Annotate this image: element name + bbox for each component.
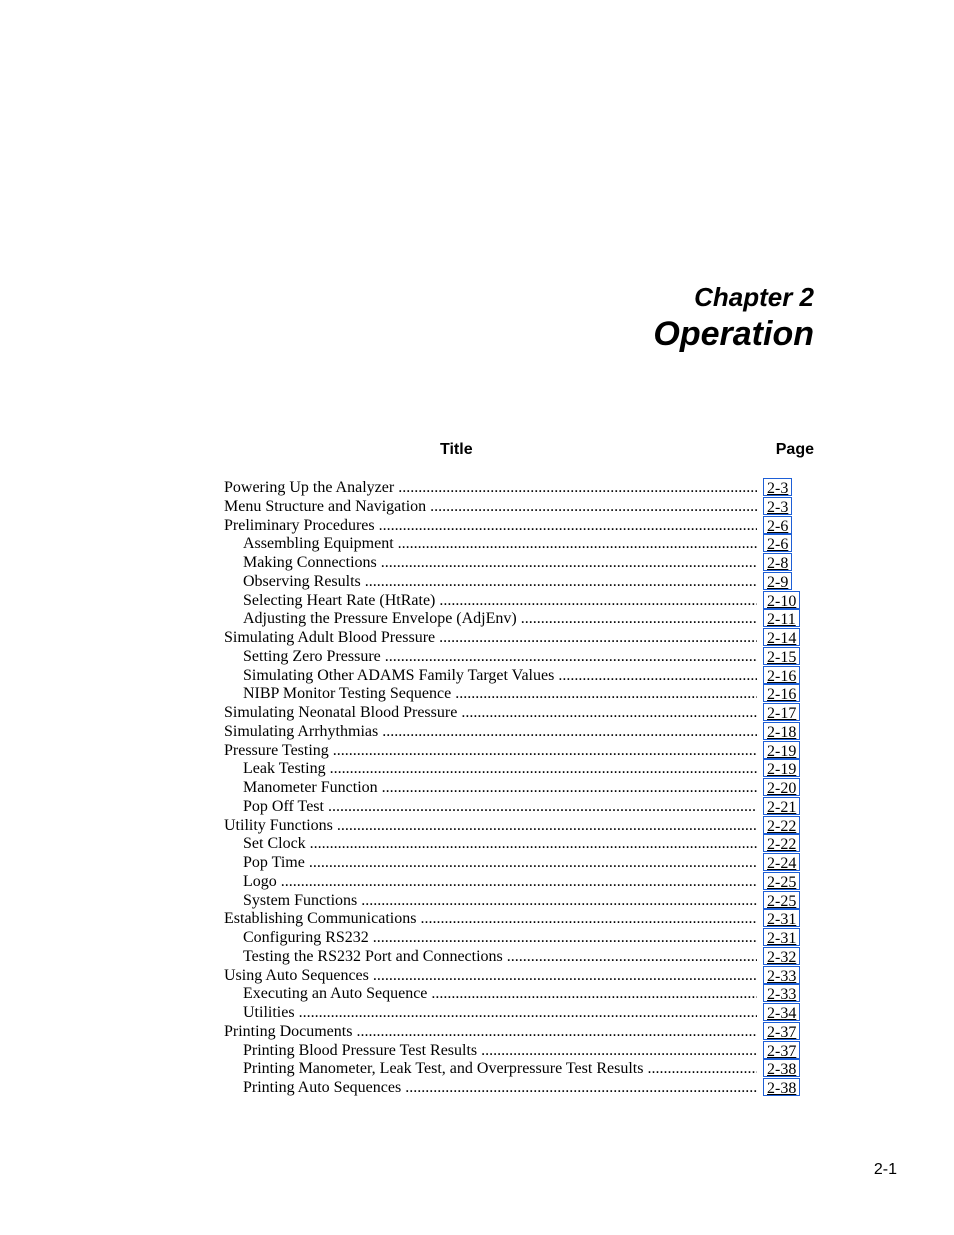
toc-entry[interactable] bbox=[224, 891, 814, 910]
toc-entry[interactable] bbox=[224, 759, 814, 778]
toc-entry-page-link[interactable]: 2-33 bbox=[763, 984, 800, 1002]
toc-title-column-header: Title bbox=[440, 441, 473, 458]
toc-entry-page-link[interactable]: 2-22 bbox=[763, 834, 800, 852]
toc-entry-page-link[interactable]: 2-15 bbox=[763, 647, 800, 665]
toc-entry-page-link[interactable]: 2-19 bbox=[763, 741, 800, 759]
toc-entry-title: System Functions ..... bbox=[243, 891, 757, 909]
toc-entry-title: Printing Blood Pressure Test Results ..... bbox=[243, 1041, 757, 1059]
toc-entry-title: Executing an Auto Sequence ..... bbox=[243, 984, 757, 1002]
toc-entry[interactable] bbox=[224, 1022, 814, 1041]
toc-entry-page-link[interactable]: 2-33 bbox=[763, 966, 800, 984]
toc-entry-page-link[interactable]: 2-14 bbox=[763, 628, 800, 646]
toc-entry[interactable] bbox=[224, 722, 814, 741]
toc-entry-title: Adjusting the Pressure Envelope (AdjEnv) ..... bbox=[243, 609, 757, 627]
toc-entry[interactable] bbox=[224, 1041, 814, 1060]
toc-entry-page-link[interactable]: 2-9 bbox=[763, 572, 792, 590]
toc-entry-title: Assembling Equipment ..... bbox=[243, 534, 757, 552]
toc-entry[interactable] bbox=[224, 628, 814, 647]
toc-entry[interactable] bbox=[224, 984, 814, 1003]
toc-entry-title: Establishing Communications ..... bbox=[224, 909, 757, 927]
toc-entry-page-link[interactable]: 2-20 bbox=[763, 778, 800, 796]
toc-entry[interactable] bbox=[224, 872, 814, 891]
toc-entry-page-link[interactable]: 2-31 bbox=[763, 909, 800, 927]
toc-entry-title: Manometer Function ..... bbox=[243, 778, 757, 796]
toc-entry[interactable] bbox=[224, 928, 814, 947]
toc-entry[interactable] bbox=[224, 816, 814, 835]
toc-entry-title: Printing Documents ..... bbox=[224, 1022, 757, 1040]
toc-entry[interactable] bbox=[224, 703, 814, 722]
page-number: 2-1 bbox=[873, 1161, 897, 1178]
toc-entry[interactable] bbox=[224, 909, 814, 928]
toc-entry-title: Preliminary Procedures ..... bbox=[224, 516, 757, 534]
toc-entry[interactable] bbox=[224, 778, 814, 797]
toc-entry-title: Simulating Adult Blood Pressure ..... bbox=[224, 628, 757, 646]
toc-entry[interactable] bbox=[224, 797, 814, 816]
toc-entry-page-link[interactable]: 2-3 bbox=[763, 478, 792, 496]
toc-entry[interactable] bbox=[224, 553, 814, 572]
toc-entry-title: Configuring RS232 ..... bbox=[243, 928, 757, 946]
toc-entry-title: Simulating Neonatal Blood Pressure ..... bbox=[224, 703, 757, 721]
toc-entry-page-link[interactable]: 2-6 bbox=[763, 534, 792, 552]
toc-entry-page-link[interactable]: 2-3 bbox=[763, 497, 792, 515]
toc-entry-title: Simulating Arrhythmias ..... bbox=[224, 722, 757, 740]
toc-entry-title: NIBP Monitor Testing Sequence ..... bbox=[243, 684, 757, 702]
toc-entry[interactable] bbox=[224, 1059, 814, 1078]
toc-entry-title: Printing Manometer, Leak Test, and Overpressure Test Results ..... bbox=[243, 1059, 757, 1077]
toc-entry-title: Simulating Other ADAMS Family Target Values ..... bbox=[243, 666, 757, 684]
toc-entry[interactable] bbox=[224, 534, 814, 553]
toc-entry-title: Testing the RS232 Port and Connections ..... bbox=[243, 947, 757, 965]
toc-entry-title: Leak Testing ..... bbox=[243, 759, 757, 777]
toc-entry-title: Setting Zero Pressure ..... bbox=[243, 647, 757, 665]
toc-entry-page-link[interactable]: 2-18 bbox=[763, 722, 800, 740]
toc-entry[interactable] bbox=[224, 1003, 814, 1022]
toc-entry[interactable] bbox=[224, 497, 814, 516]
toc-entry-page-link[interactable]: 2-37 bbox=[763, 1041, 800, 1059]
toc-entry[interactable] bbox=[224, 684, 814, 703]
toc-entry-title: Making Connections ..... bbox=[243, 553, 757, 571]
toc-entry-page-link[interactable]: 2-11 bbox=[763, 609, 800, 627]
toc-entry[interactable] bbox=[224, 591, 814, 610]
toc-entry-title: Pop Time ..... bbox=[243, 853, 757, 871]
toc-entry-title: Pop Off Test ..... bbox=[243, 797, 757, 815]
toc-entry-title: Selecting Heart Rate (HtRate) ..... bbox=[243, 591, 757, 609]
toc-entry[interactable] bbox=[224, 853, 814, 872]
toc-entry-title: Powering Up the Analyzer ..... bbox=[224, 478, 757, 496]
toc-entry[interactable] bbox=[224, 947, 814, 966]
toc-entry[interactable] bbox=[224, 966, 814, 985]
toc-entry[interactable] bbox=[224, 834, 814, 853]
toc-entry-title: Logo ..... bbox=[243, 872, 757, 890]
toc-entry-page-link[interactable]: 2-17 bbox=[763, 703, 800, 721]
toc-entry-page-link[interactable]: 2-19 bbox=[763, 759, 800, 777]
chapter-title: Operation bbox=[653, 315, 814, 353]
chapter-label: Chapter 2 bbox=[694, 282, 814, 312]
toc-entry-page-link[interactable]: 2-32 bbox=[763, 947, 800, 965]
toc-entry-page-link[interactable]: 2-6 bbox=[763, 516, 792, 534]
toc-entry-page-link[interactable]: 2-31 bbox=[763, 928, 800, 946]
toc-entry-page-link[interactable]: 2-21 bbox=[763, 797, 800, 815]
toc-entry-page-link[interactable]: 2-25 bbox=[763, 872, 800, 890]
toc-entry-title: Set Clock ..... bbox=[243, 834, 757, 852]
toc-entry[interactable] bbox=[224, 609, 814, 628]
toc-entry-page-link[interactable]: 2-25 bbox=[763, 891, 800, 909]
toc-entry-title: Pressure Testing ..... bbox=[224, 741, 757, 759]
toc-entry-page-link[interactable]: 2-8 bbox=[763, 553, 792, 571]
toc-entry-page-link[interactable]: 2-38 bbox=[763, 1078, 800, 1096]
toc-entry[interactable] bbox=[224, 741, 814, 760]
toc-entry[interactable] bbox=[224, 478, 814, 497]
toc-entry-page-link[interactable]: 2-37 bbox=[763, 1022, 800, 1040]
toc-entry-page-link[interactable]: 2-38 bbox=[763, 1059, 800, 1077]
toc-entry-page-link[interactable]: 2-34 bbox=[763, 1003, 800, 1021]
toc-entry-title: Utilities ..... bbox=[243, 1003, 757, 1021]
toc-entry-title: Using Auto Sequences ..... bbox=[224, 966, 757, 984]
toc-entry[interactable] bbox=[224, 666, 814, 685]
toc-entry[interactable] bbox=[224, 572, 814, 591]
toc-entry-page-link[interactable]: 2-22 bbox=[763, 816, 800, 834]
toc-page-column-header: Page bbox=[775, 441, 814, 458]
toc-entry-title: Utility Functions ..... bbox=[224, 816, 757, 834]
toc-entry-page-link[interactable]: 2-10 bbox=[763, 591, 800, 609]
toc-entry-page-link[interactable]: 2-16 bbox=[763, 666, 800, 684]
toc-entry-page-link[interactable]: 2-16 bbox=[763, 684, 800, 702]
toc-entry[interactable] bbox=[224, 516, 814, 535]
toc-entry-title: Observing Results ..... bbox=[243, 572, 757, 590]
toc-entry-title: Menu Structure and Navigation ..... bbox=[224, 497, 757, 515]
toc-entry[interactable] bbox=[224, 1078, 814, 1097]
toc-entry-page-link[interactable]: 2-24 bbox=[763, 853, 800, 871]
toc-entry-title: Printing Auto Sequences ..... bbox=[243, 1078, 757, 1096]
table-of-contents bbox=[224, 478, 814, 1097]
toc-entry[interactable] bbox=[224, 647, 814, 666]
